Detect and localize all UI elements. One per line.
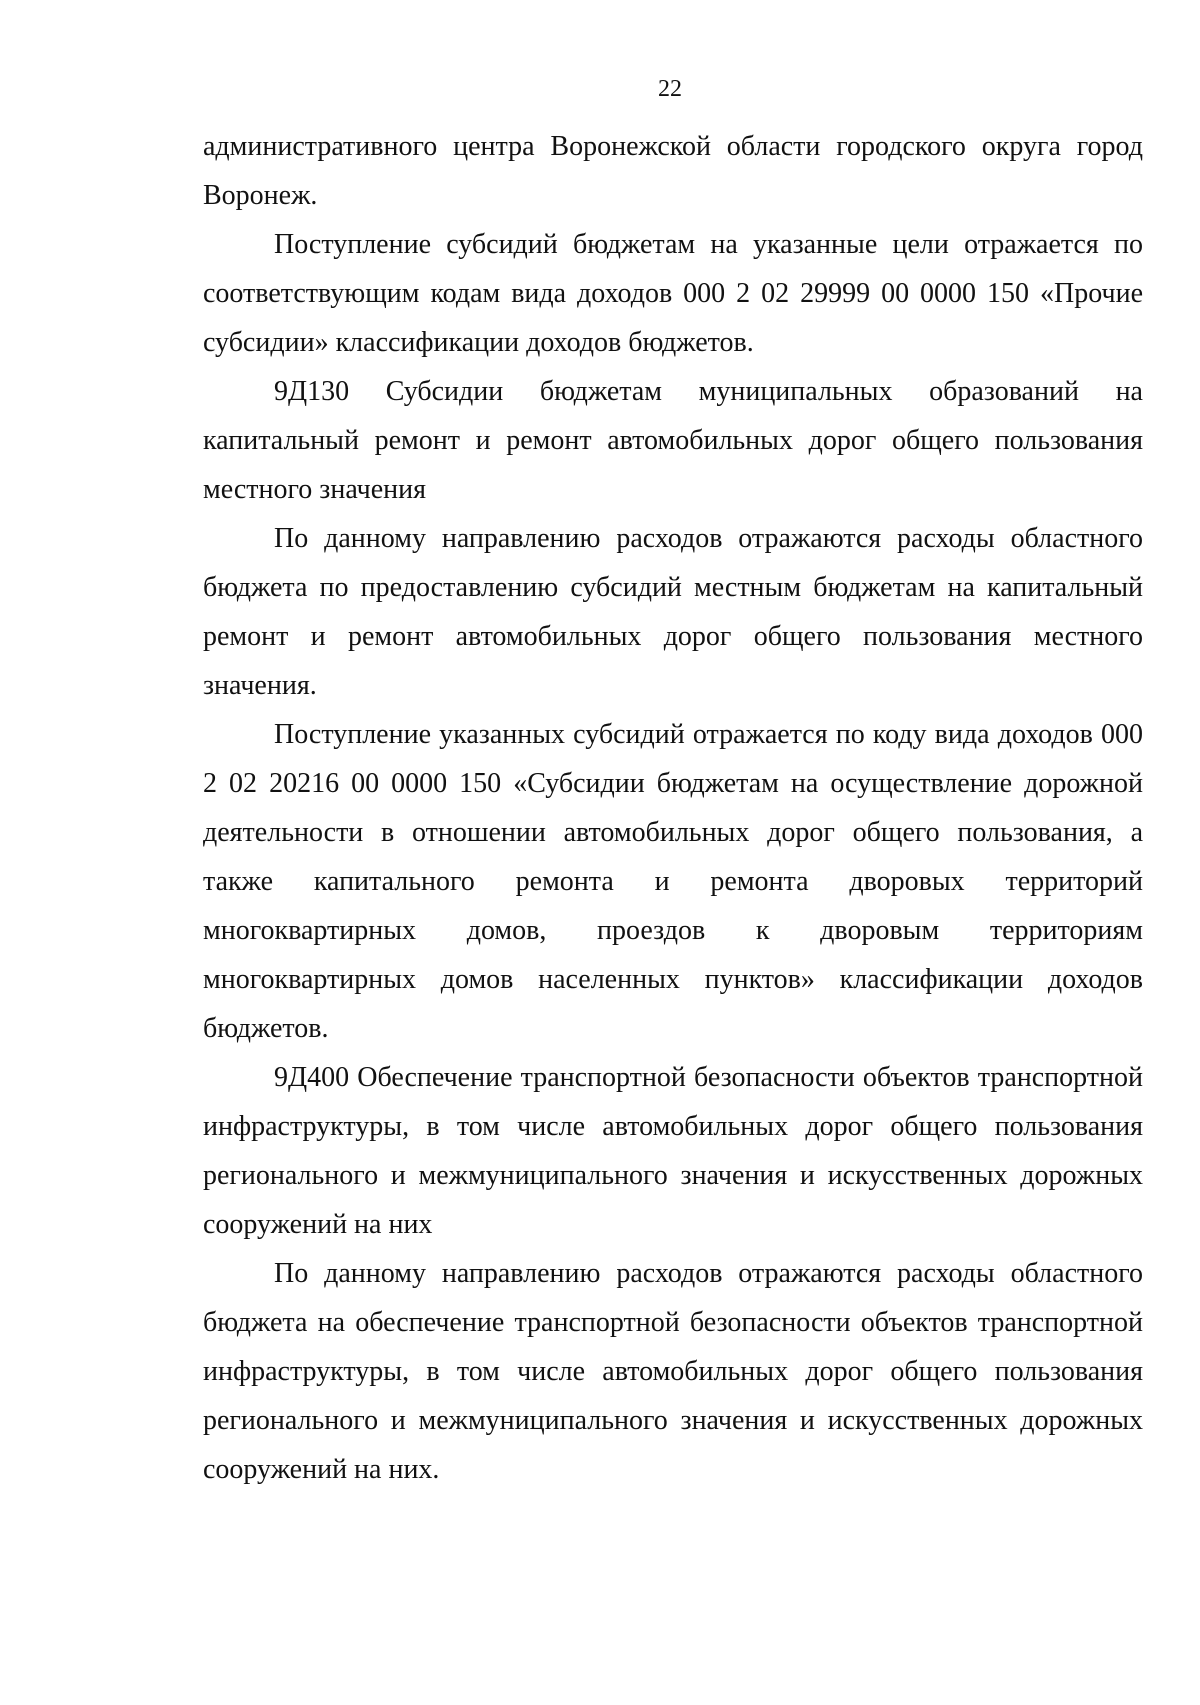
paragraph-heading-9d130: 9Д130 Субсидии бюджетам муниципальных образований на капитальный ремонт и ремонт автомобильных дорог общего пользования местного значения — [203, 376, 1143, 505]
paragraph-heading-9d400: 9Д400 Обеспечение транспортной безопасности объектов транспортной инфраструктуры, в том числе автомобильных дорог общего пользования регионального и межмуниципального значения и искусственных дорожных сооружений на них — [203, 1062, 1143, 1240]
paragraph-9d130-description: По данному направлению расходов отражаются расходы областного бюджета по предоставлению субсидий местным бюджетам на капитальный ремонт и ремонт автомобильных дорог общего пользования местного значения. — [203, 523, 1143, 701]
paragraph-9d130-receipt: Поступление указанных субсидий отражается по коду вида доходов 000 2 02 20216 00 0000 150 «Субсидии бюджетам на осуществление дорожной деятельности в отношении автомобильных дорог общего пользования, а также капитального ремонта и ремонта дворовых территорий многоквартирных домов, проездов к дворовым территориям многоквартирных домов населенных пунктов» классификации доходов бюджетов. — [203, 719, 1143, 1044]
document-body — [203, 122, 1143, 1494]
paragraph-9d400-description: По данному направлению расходов отражаются расходы областного бюджета на обеспечение транспортной безопасности объектов транспортной инфраструктуры, в том числе автомобильных дорог общего пользования регионального и межмуниципального значения и искусственных дорожных сооружений на них. — [203, 1258, 1143, 1485]
page-number: 22 — [658, 76, 682, 102]
paragraph-subsidy-receipt: Поступление субсидий бюджетам на указанные цели отражается по соответствующим кодам вида доходов 000 2 02 29999 00 0000 150 «Прочие субсидии» классификации доходов бюджетов. — [203, 229, 1143, 358]
paragraph-continuation: административного центра Воронежской области городского округа город Воронеж. — [203, 131, 1143, 211]
